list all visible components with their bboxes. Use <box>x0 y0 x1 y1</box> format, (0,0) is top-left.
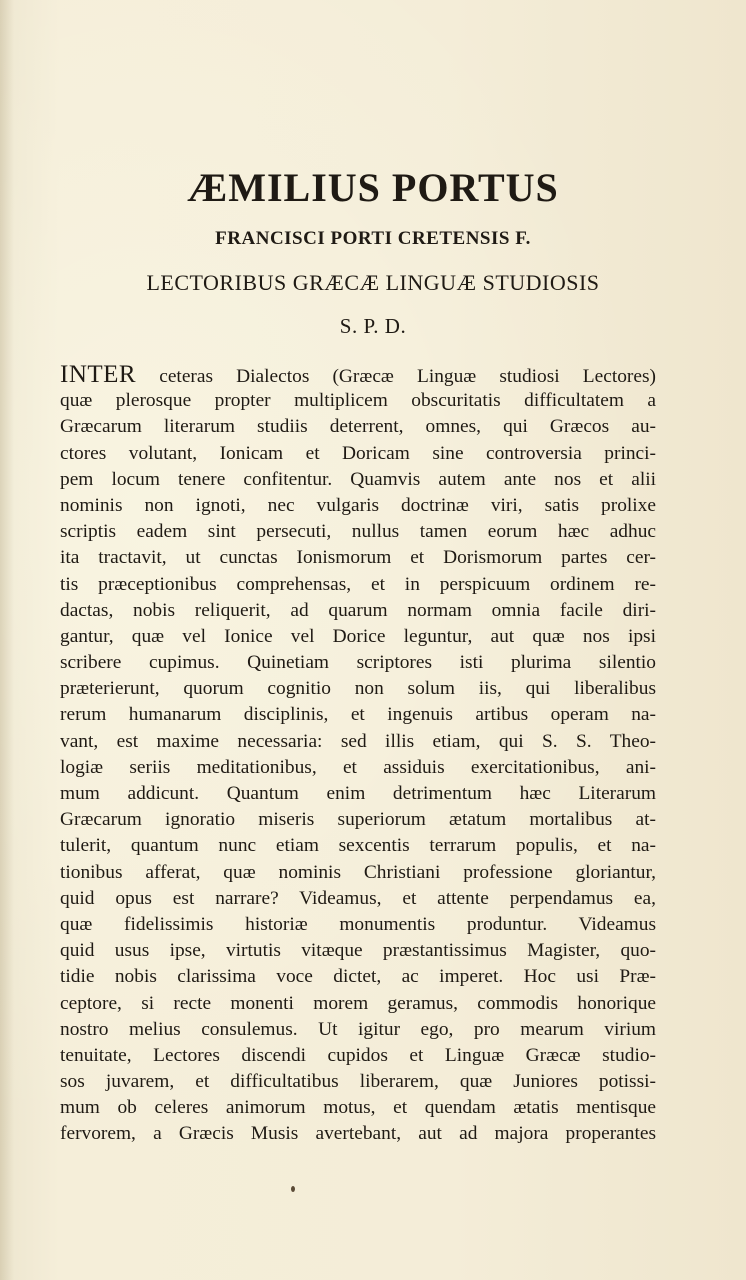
text-line: quæ fidelissimis historiæ monumentis produntur. Videamus <box>60 913 656 935</box>
lead-word: INTER <box>60 361 137 388</box>
text-line: ita tractavit, ut cunctas Ionismorum et Dorismorum partes cer- <box>60 547 656 569</box>
text-line: sos juvarem, et difficultatibus liberarem, quæ Juniores potissi- <box>60 1071 656 1093</box>
text-line: nostro melius consulemus. Ut igitur ego, pro mearum virium <box>60 1018 656 1040</box>
text-line: mum ob celeres animorum motus, et quendam ætatis mentisque <box>60 1097 656 1119</box>
text-line: dactas, nobis reliquerit, ad quarum normam omnia facile diri- <box>60 599 656 621</box>
text-line: quid opus est narrare? Videamus, et attente perpendamus ea, <box>60 887 656 909</box>
text-line: tidie nobis clarissima voce dictet, ac imperet. Hoc usi Præ- <box>60 966 656 988</box>
text-line: nominis non ignoti, nec vulgaris doctrinæ viri, satis prolixe <box>60 494 656 516</box>
text-line: logiæ seriis meditationibus, et assiduis exercitationibus, ani- <box>60 756 656 778</box>
salutation-line: S. P. D. <box>339 314 407 338</box>
page-title: ÆMILIUS PORTUS <box>187 165 559 210</box>
text-line: pem locum tenere confitentur. Quamvis autem ante nos et alii <box>60 468 656 490</box>
dedication-line: LECTORIBUS GRÆCÆ LINGUÆ STUDIOSIS <box>146 270 600 295</box>
text-line: quæ plerosque propter multiplicem obscuritatis difficultatem a <box>60 390 656 412</box>
ink-mark <box>291 1186 295 1192</box>
text-line: scribere cupimus. Quinetiam scriptores isti plurima silentio <box>60 652 656 674</box>
text-line-content: ceteras Dialectos (Græcæ Linguæ studiosi Lectores) <box>136 366 656 387</box>
text-line: quid usus ipse, virtutis vitæque præstantissimus Magister, quo- <box>60 940 656 962</box>
text-line: præterierunt, quorum cognitio non solum iis, qui liberalibus <box>60 678 656 700</box>
text-line: Græcarum ignoratio miseris superiorum ætatum mortalibus at- <box>60 809 656 831</box>
body-text <box>60 362 656 1148</box>
text-line: rerum humanarum disciplinis, et ingenuis artibus operam na- <box>60 704 656 726</box>
text-line: tis præceptionibus comprehensas, et in perspicuum ordinem re- <box>60 573 656 595</box>
text-line: tenuitate, Lectores discendi cupidos et Linguæ Græcæ studio- <box>60 1044 656 1066</box>
text-line: mum addicunt. Quantum enim detrimentum hæc Literarum <box>60 783 656 804</box>
text-line: Græcarum literarum studiis deterrent, omnes, qui Græcos au- <box>60 416 656 438</box>
text-line: ceptore, si recte monenti morem geramus, commodis honorique <box>60 992 656 1014</box>
text-line: gantur, quæ vel Ionice vel Dorice leguntur, aut quæ nos ipsi <box>60 625 656 647</box>
author-parentage-line: FRANCISCI PORTI CRETENSIS F. <box>215 228 531 249</box>
text-line: scriptis eadem sint persecuti, nullus tamen eorum hæc adhuc <box>60 521 656 543</box>
text-line <box>60 362 656 388</box>
text-line: fervorem, a Græcis Musis avertebant, aut ad majora properantes <box>60 1123 656 1145</box>
text-line: vant, est maxime necessaria: sed illis etiam, qui S. S. Theo- <box>60 730 656 752</box>
text-line: ctores volutant, Ionicam et Doricam sine controversia princi- <box>60 442 656 464</box>
text-line: tulerit, quantum nunc etiam sexcentis terrarum populis, et na- <box>60 835 656 857</box>
text-line: tionibus afferat, quæ nominis Christiani professione gloriantur, <box>60 861 656 883</box>
